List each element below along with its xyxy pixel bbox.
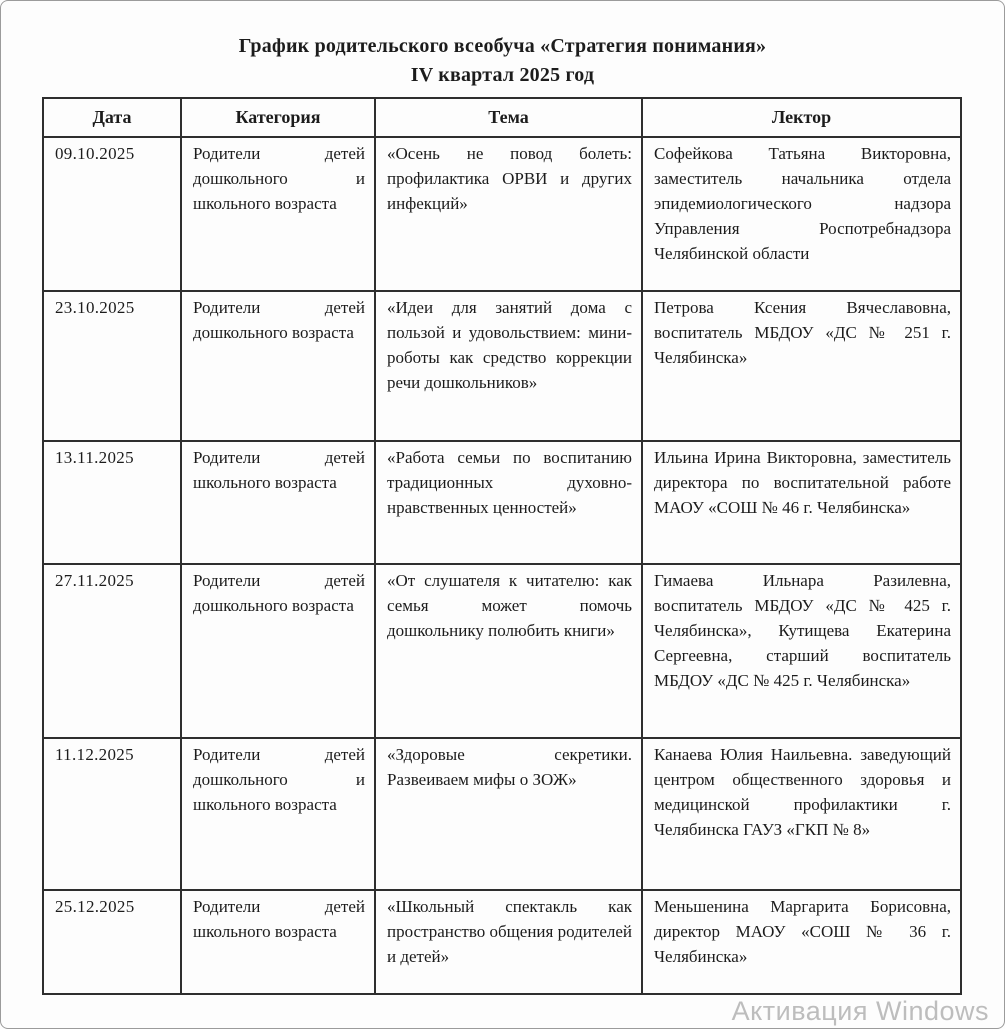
column-header-lecturer: Лектор xyxy=(642,98,961,137)
table-row xyxy=(43,564,961,738)
cell-date: 11.12.2025 xyxy=(43,738,181,890)
cell-category: Родители детей дошкольного и школьного возраста xyxy=(181,137,375,291)
document-title-line-2: IV квартал 2025 год xyxy=(410,64,595,86)
cell-category: Родители детей дошкольного возраста xyxy=(181,291,375,441)
table-row xyxy=(43,738,961,890)
cell-category: Родители детей школьного возраста xyxy=(181,890,375,994)
cell-date: 23.10.2025 xyxy=(43,291,181,441)
cell-lecturer: Ильина Ирина Викторовна, заместитель директора по воспитательной работе МАОУ «СОШ № 46 г. Челябинска» xyxy=(642,441,961,564)
cell-category: Родители детей школьного возраста xyxy=(181,441,375,564)
cell-date: 25.12.2025 xyxy=(43,890,181,994)
cell-lecturer: Петрова Ксения Вячеславовна, воспитатель МБДОУ «ДС № 251 г. Челябинска» xyxy=(642,291,961,441)
document-title xyxy=(0,32,1005,90)
column-header-date: Дата xyxy=(43,98,181,137)
cell-theme: «Здоровые секретики. Развеиваем мифы о ЗОЖ» xyxy=(375,738,642,890)
cell-date: 27.11.2025 xyxy=(43,564,181,738)
cell-category: Родители детей дошкольного возраста xyxy=(181,564,375,738)
parent-education-schedule-table xyxy=(42,97,962,995)
windows-activation-watermark: Активация Windows xyxy=(731,996,989,1026)
cell-lecturer: Меньшенина Маргарита Борисовна, директор МАОУ «СОШ № 36 г. Челябинска» xyxy=(642,890,961,994)
cell-category: Родители детей дошкольного и школьного возраста xyxy=(181,738,375,890)
cell-theme: «Работа семьи по воспитанию традиционных духовно-нравственных ценностей» xyxy=(375,441,642,564)
column-header-theme: Тема xyxy=(375,98,642,137)
cell-date: 09.10.2025 xyxy=(43,137,181,291)
document-title-line-1: График родительского всеобуча «Стратегия понимания» xyxy=(238,35,767,57)
table-row xyxy=(43,890,961,994)
table-row xyxy=(43,441,961,564)
cell-theme: «От слушателя к читателю: как семья может помочь дошкольнику полюбить книги» xyxy=(375,564,642,738)
cell-lecturer: Канаева Юлия Наильевна. заведующий центром общественного здоровья и медицинской профилактики г. Челябинска ГАУЗ «ГКП № 8» xyxy=(642,738,961,890)
table-header-row xyxy=(43,98,961,137)
table-row xyxy=(43,291,961,441)
cell-theme: «Осень не повод болеть: профилактика ОРВИ и других инфекций» xyxy=(375,137,642,291)
column-header-category: Категория xyxy=(181,98,375,137)
cell-lecturer: Гимаева Ильнара Разилевна, воспитатель МБДОУ «ДС № 425 г. Челябинска», Кутищева Екатерина Сергеевна, старший воспитатель МБДОУ «ДС № 425 г. Челябинска» xyxy=(642,564,961,738)
cell-theme: «Школьный спектакль как пространство общения родителей и детей» xyxy=(375,890,642,994)
cell-date: 13.11.2025 xyxy=(43,441,181,564)
table-row xyxy=(43,137,961,291)
cell-lecturer: Софейкова Татьяна Викторовна, заместитель начальника отдела эпидемиологического надзора Управления Роспотребнадзора Челябинской области xyxy=(642,137,961,291)
cell-theme: «Идеи для занятий дома с пользой и удовольствием: мини-роботы как средство коррекции речи дошкольников» xyxy=(375,291,642,441)
